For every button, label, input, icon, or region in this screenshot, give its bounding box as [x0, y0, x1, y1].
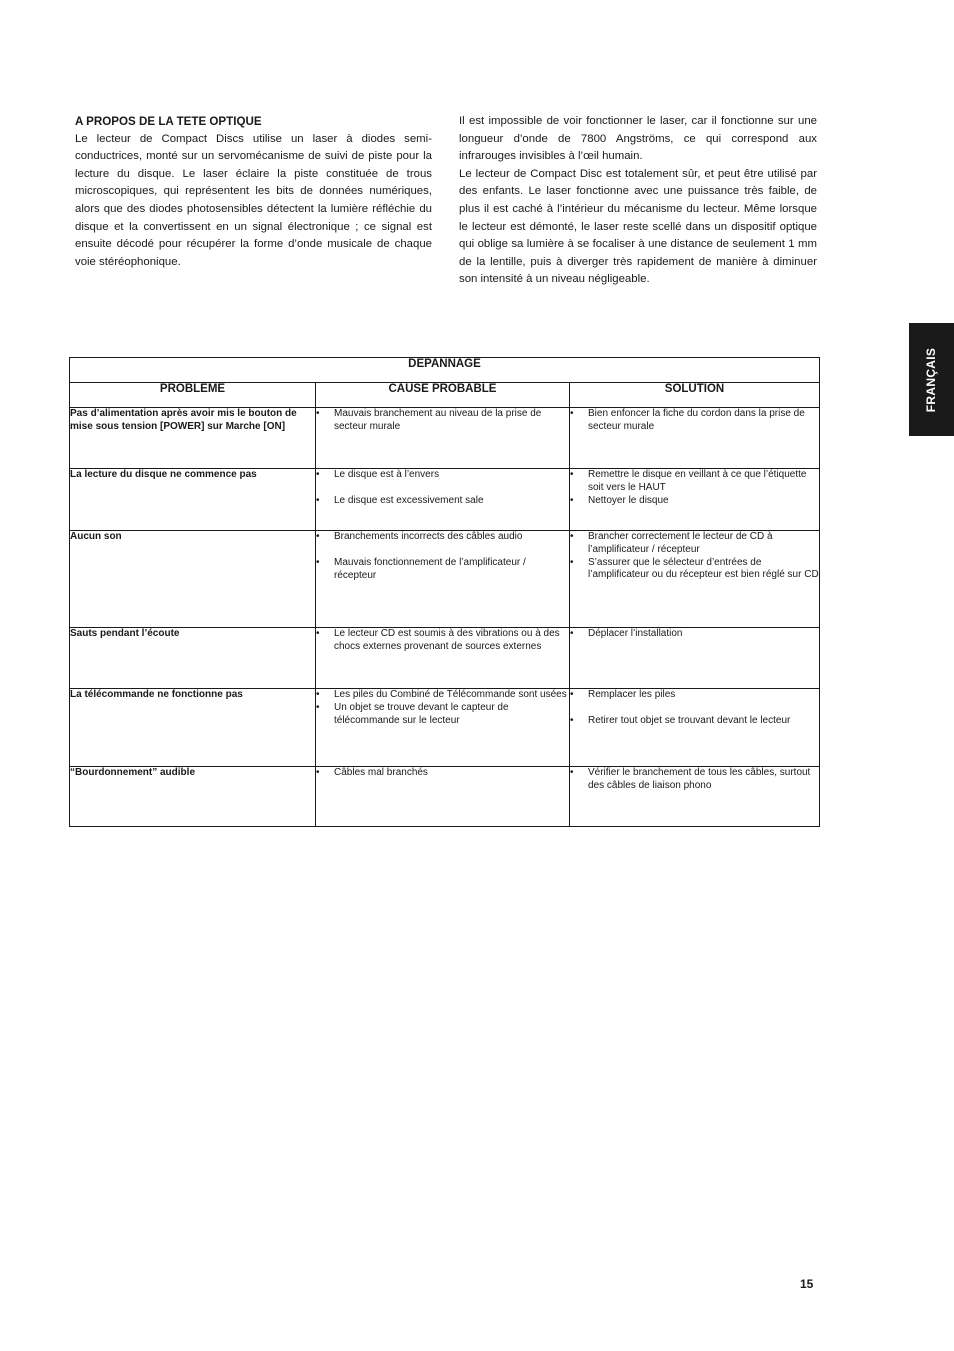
bullet-icon: • [570, 531, 574, 542]
cause-item: • Le lecteur CD est soumis à des vibrations ou à des chocs externes provenant de sources externes [316, 628, 560, 652]
bullet-icon: • [316, 469, 320, 480]
header-cause: CAUSE PROBABLE [316, 383, 570, 408]
table-title: DEPANNAGE [70, 358, 820, 383]
bullet-icon: • [316, 767, 320, 778]
cause-item: • Un objet se trouve devant le capteur de télécommande sur le lecteur [316, 701, 509, 726]
page-number: 15 [800, 1277, 814, 1291]
cause-item: • Le disque est excessivement sale [316, 494, 484, 506]
problem-cell: Aucun son [70, 531, 316, 628]
language-tab-label: FRANÇAIS [924, 347, 939, 412]
table-row [70, 531, 820, 628]
optical-head-paragraph: Le lecteur de Compact Discs utilise un laser à diodes semi-conductrices, monté sur un servomécanisme de suivi de piste pour la lecture du disque. Le laser éclaire la piste constituée de trous microscopiques, qui représentent les bits de données numériques, alors que des diodes photosensibles détectent la lumière réfléchie du disque et la convertissent en un signal électronique ; ce signal est ensuite décodé pour récupérer la forme d’onde musicale de chaque voie stéréophonique. [75, 132, 432, 268]
optical-head-section [75, 113, 432, 271]
language-tab [909, 323, 954, 436]
bullet-icon: • [570, 408, 574, 419]
cause-cell [316, 408, 570, 469]
table-title-row [70, 358, 820, 383]
solution-item: • Nettoyer le disque [570, 494, 669, 506]
bullet-icon: • [570, 628, 574, 639]
problem-cell: “Bourdonnement” audible [70, 767, 316, 827]
solution-cell [570, 689, 820, 767]
solution-item: • Remplacer les piles [570, 689, 676, 700]
solution-item: • Déplacer l’installation [570, 628, 683, 639]
bullet-icon: • [570, 767, 574, 778]
troubleshooting-table [69, 357, 820, 827]
bullet-icon: • [316, 494, 320, 506]
solution-item: • Retirer tout objet se trouvant devant le lecteur [570, 714, 791, 726]
section-heading: A PROPOS DE LA TETE OPTIQUE [75, 115, 262, 128]
header-solution: SOLUTION [570, 383, 820, 408]
solution-cell [570, 767, 820, 827]
cause-cell [316, 767, 570, 827]
solution-cell [570, 408, 820, 469]
bullet-icon: • [316, 531, 320, 542]
cause-cell [316, 469, 570, 531]
cause-item: • Mauvais fonctionnement de l’amplificateur / récepteur [316, 556, 526, 581]
solution-cell [570, 628, 820, 689]
bullet-icon: • [316, 556, 320, 568]
bullet-icon: • [316, 408, 320, 419]
solution-item: • Brancher correctement le lecteur de CD à l’amplificateur / récepteur [570, 531, 773, 555]
cause-item: • Le disque est à l’envers [316, 469, 440, 480]
problem-cell: La télécommande ne fonctionne pas [70, 689, 316, 767]
cause-cell [316, 689, 570, 767]
laser-safety-section [459, 113, 817, 289]
cause-item: • Les piles du Combiné de Télécommande sont usées [316, 689, 567, 700]
bullet-icon: • [316, 689, 320, 700]
cause-item: • Branchements incorrects des câbles audio [316, 531, 523, 542]
solution-item: • Vérifier le branchement de tous les câbles, surtout des câbles de liaison phono [570, 767, 811, 791]
table-row [70, 628, 820, 689]
bullet-icon: • [570, 556, 574, 568]
cause-item: • Câbles mal branchés [316, 767, 428, 778]
solution-cell [570, 531, 820, 628]
solution-item: • S’assurer que le sélecteur d’entrées de l’amplificateur ou du récepteur est bien réglé sur CD [570, 556, 819, 581]
problem-cell: Pas d’alimentation après avoir mis le bouton de mise sous tension [POWER] sur Marche [ON] [70, 408, 316, 469]
bullet-icon: • [316, 628, 320, 639]
problem-cell: Sauts pendant l’écoute [70, 628, 316, 689]
laser-wavelength-paragraph: Il est impossible de voir fonctionner le laser, car il fonctionne sur une longueur d’onde de 7800 Angströms, ce qui correspond aux infrarouges invisibles à l’œil humain. [459, 115, 817, 163]
table-row [70, 408, 820, 469]
cause-cell [316, 531, 570, 628]
bullet-icon: • [316, 701, 320, 713]
problem-cell: La lecture du disque ne commence pas [70, 469, 316, 531]
cause-cell [316, 628, 570, 689]
solution-item: • Remettre le disque en veillant à ce que l’étiquette soit vers le HAUT [570, 469, 807, 493]
bullet-icon: • [570, 689, 574, 700]
cause-item: • Mauvais branchement au niveau de la prise de secteur murale [316, 408, 542, 432]
solution-cell [570, 469, 820, 531]
table-row [70, 689, 820, 767]
bullet-icon: • [570, 494, 574, 506]
laser-safety-paragraph: Le lecteur de Compact Disc est totalement sûr, et peut être utilisé par des enfants. Le laser fonctionne avec une puissance très faible, de plus il est caché à l’intérieur du mécanisme du lecteur. Même lorsque le lecteur est démonté, le laser reste scellé dans un dispositif optique qui oblige sa lumière à se focaliser à une distance de seulement 1 mm de la lentille, puis à diverger très rapidement de manière à diminuer son intensité à un niveau négligeable. [459, 167, 817, 286]
table-header-row [70, 383, 820, 408]
table-row [70, 469, 820, 531]
bullet-icon: • [570, 714, 574, 726]
table-row [70, 767, 820, 827]
bullet-icon: • [570, 469, 574, 480]
solution-item: • Bien enfoncer la fiche du cordon dans la prise de secteur murale [570, 408, 805, 432]
header-problem: PROBLEME [70, 383, 316, 408]
